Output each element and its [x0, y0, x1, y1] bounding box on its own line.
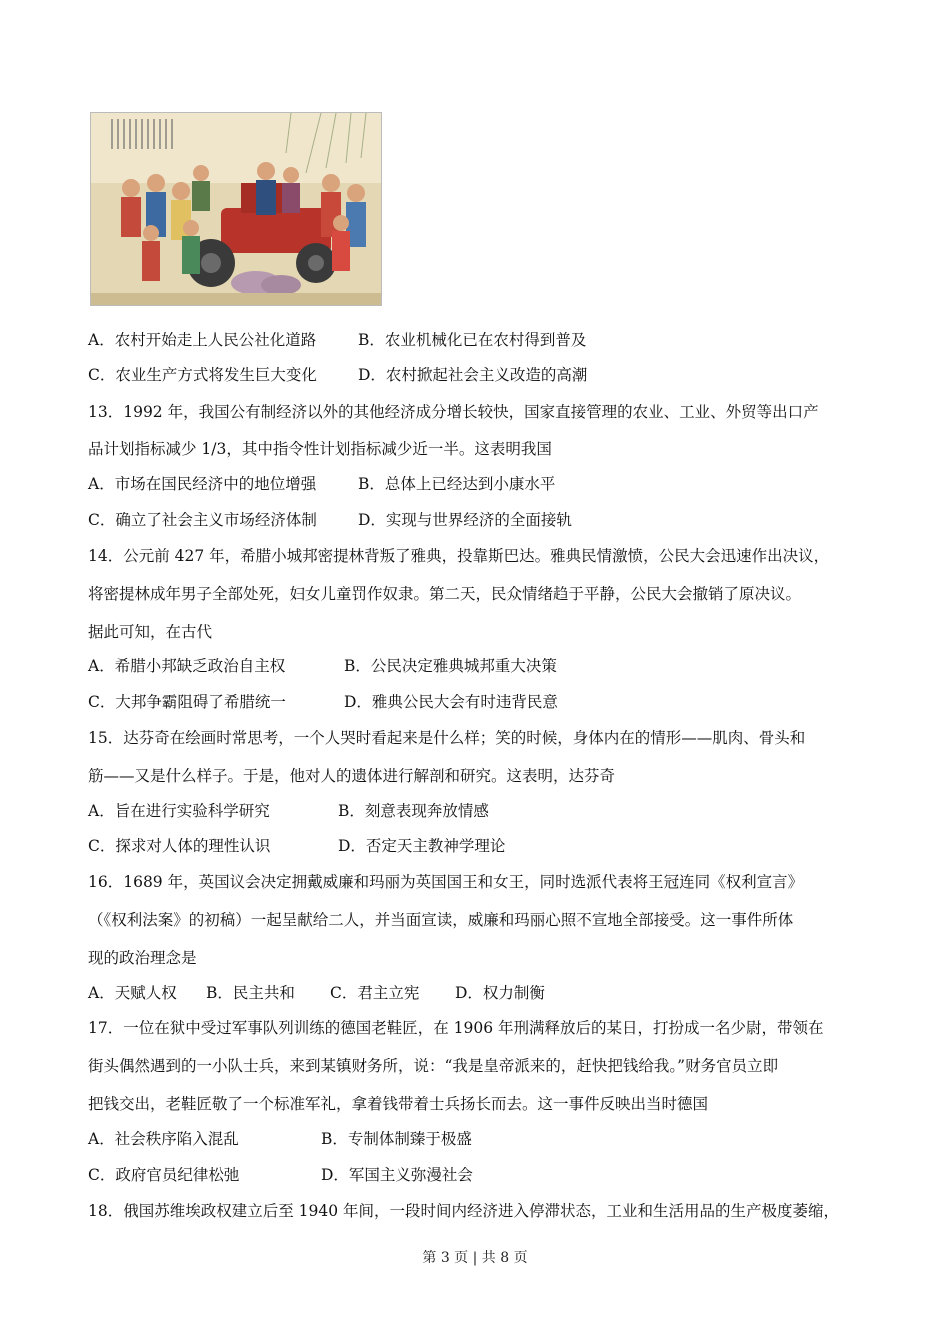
q17-option-c[interactable]: C．政府官员纪律松弛 — [88, 1166, 240, 1184]
q17-option-a[interactable]: A．社会秩序陷入混乱 — [88, 1130, 239, 1148]
q13-option-c[interactable]: C．确立了社会主义市场经济体制 — [88, 511, 317, 529]
q17-stem-line-2: 街头偶然遇到的一小队士兵，来到某镇财务所，说：“我是皇帝派来的，赶快把钱给我。”财务官员立即 — [88, 1057, 779, 1075]
q12-option-c[interactable]: C．农业生产方式将发生巨大变化 — [88, 366, 317, 384]
q17-options-row-1 — [88, 1129, 472, 1149]
q16-option-d[interactable]: D．权力制衡 — [455, 984, 545, 1002]
q15-stem-line-1: 15．达芬奇在绘画时常思考，一个人哭时看起来是什么样；笑的时候，身体内在的情形——肌肉、骨头和 — [88, 729, 806, 747]
q15-options-row-2 — [88, 836, 505, 856]
q13-option-b[interactable]: B．总体上已经达到小康水平 — [358, 475, 556, 493]
q14-stem-line-3: 据此可知，在古代 — [88, 623, 213, 641]
q13-option-a[interactable]: A．市场在国民经济中的地位增强 — [88, 475, 317, 493]
q14-stem-line-2: 将密提林成年男子全部处死，妇女儿童罚作奴隶。第二天，民众情绪趋于平静，公民大会撤销了原决议。 — [88, 585, 802, 603]
q16-stem-line-2: （《权利法案》的初稿）一起呈献给二人，并当面宣读，威廉和玛丽心照不宣地全部接受。这一事件所体 — [88, 911, 794, 929]
q13-options-row-2 — [88, 510, 572, 530]
q14-options-row-1 — [88, 656, 557, 676]
q15-option-b[interactable]: B．刻意表现奔放情感 — [338, 802, 489, 820]
q15-option-c[interactable]: C．探求对人体的理性认识 — [88, 837, 271, 855]
q16-stem-line-3: 现的政治理念是 — [88, 949, 197, 967]
q14-option-a[interactable]: A．希腊小邦缺乏政治自主权 — [88, 657, 286, 675]
q17-options-row-2 — [88, 1165, 473, 1185]
q12-options-row-1 — [88, 330, 586, 350]
q14-options-row-2 — [88, 692, 558, 712]
poster-illustration — [91, 113, 381, 305]
q13-option-d[interactable]: D．实现与世界经济的全面接轨 — [358, 511, 572, 529]
q16-option-a[interactable]: A．天赋人权 — [88, 984, 177, 1002]
q14-option-b[interactable]: B．公民决定雅典城邦重大决策 — [344, 657, 557, 675]
q18-stem-line-1: 18．俄国苏维埃政权建立后至 1940 年间，一段时间内经济进入停滞状态，工业和生活用品的生产极度萎缩， — [88, 1202, 840, 1220]
q16-options-row — [88, 983, 545, 1003]
q12-option-d[interactable]: D．农村掀起社会主义改造的高潮 — [358, 366, 588, 384]
q14-stem-line-1: 14．公元前 427 年，希腊小城邦密提林背叛了雅典，投靠斯巴达。雅典民情激愤，公民大会迅速作出决议， — [88, 547, 830, 565]
q17-option-d[interactable]: D．军国主义弥漫社会 — [321, 1166, 473, 1184]
q12-options-row-2 — [88, 365, 587, 385]
q17-stem-line-1: 17．一位在狱中受过军事队列训练的德国老鞋匠，在 1906 年刑满释放后的某日，打扮成一名少尉，带领在 — [88, 1019, 824, 1037]
q16-option-c[interactable]: C．君主立宪 — [330, 984, 420, 1002]
q13-stem-line-2: 品计划指标减少 1/3，其中指令性计划指标减少近一半。这表明我国 — [88, 440, 552, 458]
q15-option-d[interactable]: D．否定天主教神学理论 — [338, 837, 506, 855]
q15-option-a[interactable]: A．旨在进行实验科学研究 — [88, 802, 270, 820]
q14-option-c[interactable]: C．大邦争霸阻碍了希腊统一 — [88, 693, 286, 711]
q14-option-d[interactable]: D．雅典公民大会有时违背民意 — [344, 693, 558, 711]
q15-stem-line-2: 筋——又是什么样子。于是，他对人的遗体进行解剖和研究。这表明，达芬奇 — [88, 767, 616, 785]
propaganda-poster-image — [90, 112, 382, 306]
q12-option-b[interactable]: B．农业机械化已在农村得到普及 — [358, 331, 587, 349]
page-footer: 第 3 页 | 共 8 页 — [422, 1250, 528, 1266]
q12-option-a[interactable]: A．农村开始走上人民公社化道路 — [88, 331, 317, 349]
q13-options-row-1 — [88, 474, 555, 494]
q17-stem-line-3: 把钱交出，老鞋匠敬了一个标准军礼，拿着钱带着士兵扬长而去。这一事件反映出当时德国 — [88, 1095, 709, 1113]
q16-option-b[interactable]: B．民主共和 — [206, 984, 295, 1002]
q13-stem-line-1: 13．1992 年，我国公有制经济以外的其他经济成分增长较快，国家直接管理的农业、工业、外贸等出口产 — [88, 403, 819, 421]
q15-options-row-1 — [88, 801, 489, 821]
q16-stem-line-1: 16．1689 年，英国议会决定拥戴威廉和玛丽为英国国王和女王，同时选派代表将王冠连同《权利宣言》 — [88, 873, 804, 891]
q17-option-b[interactable]: B．专制体制臻于极盛 — [321, 1130, 472, 1148]
